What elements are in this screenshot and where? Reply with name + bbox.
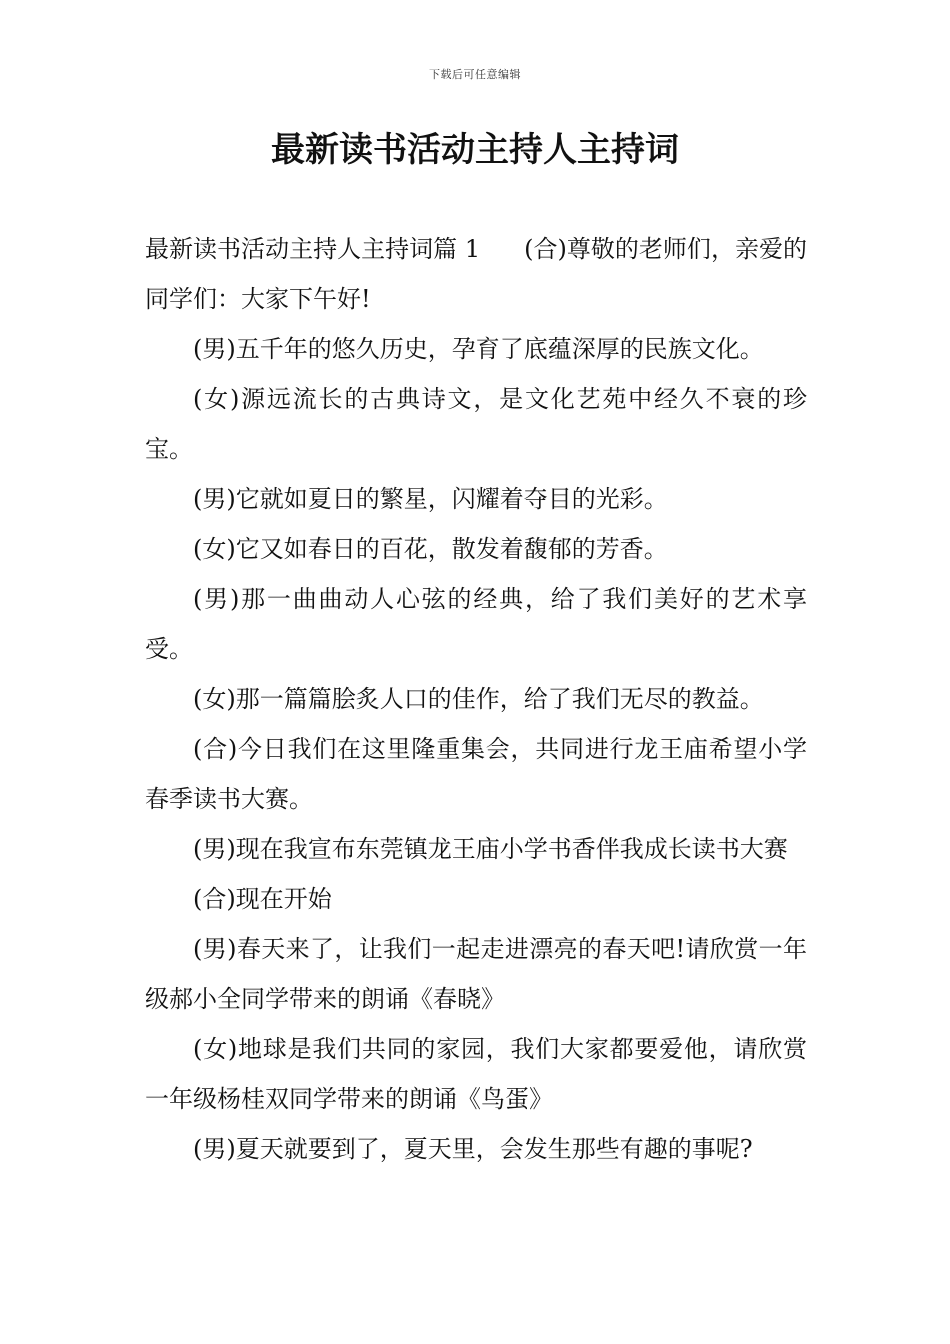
paragraph: (女)那一篇篇脍炙人口的佳作，给了我们无尽的教益。 <box>193 685 764 713</box>
paragraph: (女)地球是我们共同的家园，我们大家都要爱他，请欣赏一年级杨桂双同学带来的朗诵《鸟蛋》 <box>145 1035 807 1113</box>
paragraph: (男)现在我宣布东莞镇龙王庙小学书香伴我成长读书大赛 <box>193 835 788 863</box>
opening-paragraph <box>145 224 807 324</box>
paragraph: (男)五千年的悠久历史，孕育了底蕴深厚的民族文化。 <box>193 335 764 363</box>
paragraph: (合)现在开始 <box>193 885 332 913</box>
paragraph: (合)今日我们在这里隆重集会，共同进行龙王庙希望小学春季读书大赛。 <box>145 735 807 813</box>
opening-line: (合)尊敬的老师们，亲爱的同学们：大家下午好! <box>145 235 807 313</box>
section-heading: 最新读书活动主持人主持词篇 1 <box>145 235 481 263</box>
document-title: 最新读书活动主持人主持词 <box>271 130 679 170</box>
paragraph: (男)它就如夏日的繁星，闪耀着夺目的光彩。 <box>193 485 668 513</box>
paragraph: (男)春天来了，让我们一起走进漂亮的春天吧!请欣赏一年级郝小全同学带来的朗诵《春晓》 <box>145 935 807 1013</box>
paragraph: (男)夏天就要到了，夏天里，会发生那些有趣的事呢? <box>193 1135 753 1163</box>
document-body <box>145 224 807 1174</box>
paragraph: (女)它又如春日的百花，散发着馥郁的芳香。 <box>193 535 668 563</box>
page-header-note: 下载后可任意编辑 <box>429 68 521 81</box>
paragraph: (男)那一曲曲动人心弦的经典，给了我们美好的艺术享受。 <box>145 585 807 663</box>
paragraph: (女)源远流长的古典诗文，是文化艺苑中经久不衰的珍宝。 <box>145 385 807 463</box>
